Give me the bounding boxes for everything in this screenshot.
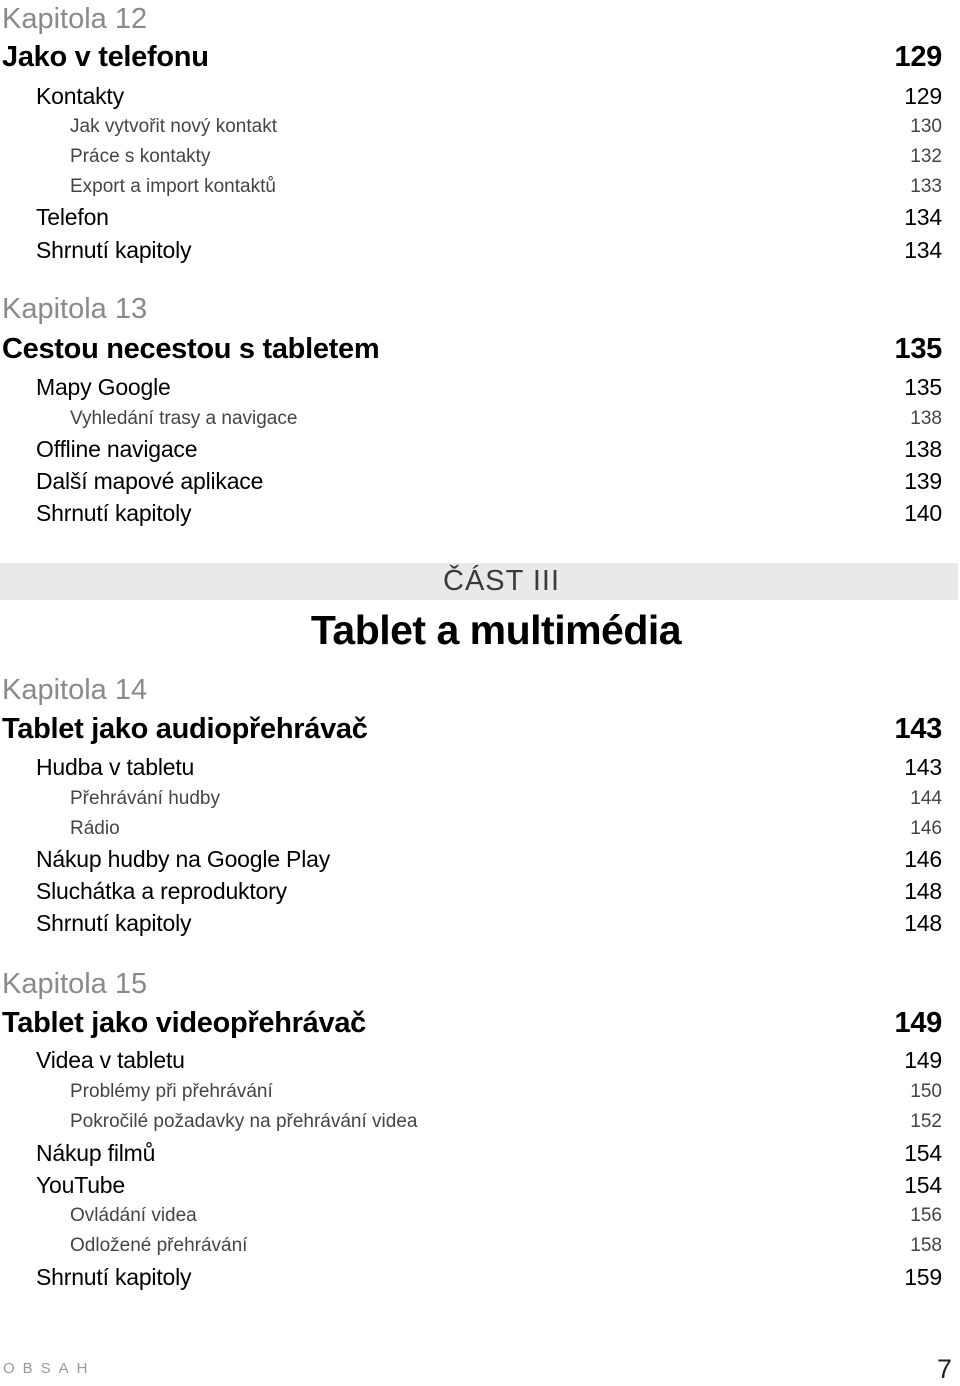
toc-entry[interactable] — [0, 752, 942, 786]
toc-entry[interactable] — [0, 876, 942, 910]
section-title: Shrnutí kapitoly — [36, 910, 192, 936]
section-title: Mapy Google — [36, 374, 171, 400]
chapter-label: Kapitola 14 — [2, 674, 148, 706]
toc-entry[interactable] — [0, 908, 942, 942]
page-number: 150 — [910, 1081, 942, 1102]
page-number: 139 — [904, 468, 942, 494]
subsection-title: Rádio — [70, 818, 120, 839]
section-title: YouTube — [36, 1172, 125, 1198]
subsection-title: Jak vytvořit nový kontakt — [70, 116, 277, 137]
page-number: 134 — [904, 204, 942, 230]
section-title: Sluchátka a reproduktory — [36, 878, 287, 904]
toc-entry[interactable] — [0, 844, 942, 878]
chapter-label: Kapitola 13 — [2, 293, 148, 325]
toc-entry[interactable] — [0, 235, 942, 269]
footer-section-label: OBSAH — [3, 1360, 96, 1377]
chapter-title: Tablet jako audiopřehrávač — [2, 713, 368, 745]
page-number: 132 — [910, 146, 942, 167]
chapter-title: Jako v telefonu — [2, 41, 209, 73]
page-number: 129 — [904, 83, 942, 109]
footer-page-number: 7 — [936, 1354, 952, 1384]
page-number: 148 — [904, 910, 942, 936]
page-number: 129 — [894, 41, 942, 73]
subsection-title: Odložené přehrávání — [70, 1235, 248, 1256]
section-title: Telefon — [36, 204, 109, 230]
subsection-title: Vyhledání trasy a navigace — [70, 408, 298, 429]
chapter-label: Kapitola 12 — [2, 3, 148, 35]
subsection-title: Přehrávání hudby — [70, 788, 220, 809]
toc-entry[interactable] — [0, 1262, 942, 1296]
page-number: 130 — [910, 116, 942, 137]
toc-entry[interactable] — [0, 1170, 942, 1204]
section-title: Kontakty — [36, 83, 124, 109]
chapter-15-title-row[interactable] — [0, 1006, 942, 1040]
toc-entry[interactable] — [0, 498, 942, 532]
page-number: 138 — [904, 436, 942, 462]
page-number: 149 — [904, 1047, 942, 1073]
toc-entry[interactable] — [0, 785, 942, 819]
page-number: 152 — [910, 1111, 942, 1132]
page-number: 135 — [894, 333, 942, 365]
page-number: 133 — [910, 176, 942, 197]
part-label: ČÁST III — [443, 565, 561, 597]
section-title: Videa v tabletu — [36, 1047, 185, 1073]
chapter-14-label-row — [0, 673, 942, 707]
page-number: 144 — [910, 788, 942, 809]
chapter-13-title-row[interactable] — [0, 332, 942, 366]
section-title: Offline navigace — [36, 436, 198, 462]
chapter-12-title-row[interactable] — [0, 40, 942, 74]
section-title: Nákup filmů — [36, 1140, 156, 1166]
chapter-12-label-row — [0, 2, 942, 36]
page-number: 156 — [910, 1205, 942, 1226]
toc-entry[interactable] — [0, 1202, 942, 1236]
page-number: 148 — [904, 878, 942, 904]
subsection-title: Export a import kontaktů — [70, 176, 276, 197]
page-number: 143 — [904, 754, 942, 780]
section-title: Hudba v tabletu — [36, 754, 195, 780]
part-title[interactable]: Tablet a multimédia — [310, 607, 682, 653]
toc-entry[interactable] — [0, 143, 942, 177]
section-title: Shrnutí kapitoly — [36, 237, 192, 263]
chapter-title: Cestou necestou s tabletem — [2, 333, 380, 365]
chapter-title: Tablet jako videopřehrávač — [2, 1007, 366, 1039]
toc-entry[interactable] — [0, 1138, 942, 1172]
toc-entry[interactable] — [0, 466, 942, 500]
page-number: 138 — [910, 408, 942, 429]
page-number: 154 — [904, 1172, 942, 1198]
chapter-14-title-row[interactable] — [0, 712, 942, 746]
page-number: 143 — [894, 713, 942, 745]
page-number: 146 — [904, 846, 942, 872]
page-number: 159 — [904, 1264, 942, 1290]
section-title: Nákup hudby na Google Play — [36, 846, 331, 872]
chapter-label: Kapitola 15 — [2, 968, 148, 1000]
section-title: Shrnutí kapitoly — [36, 500, 192, 526]
toc-entry[interactable] — [0, 202, 942, 236]
toc-entry[interactable] — [0, 1108, 942, 1142]
section-title: Shrnutí kapitoly — [36, 1264, 192, 1290]
subsection-title: Práce s kontakty — [70, 146, 211, 167]
page-number: 135 — [904, 374, 942, 400]
toc-entry[interactable] — [0, 1045, 942, 1079]
page-number: 140 — [904, 500, 942, 526]
toc-entry[interactable] — [0, 113, 942, 147]
toc-entry[interactable] — [0, 372, 942, 406]
toc-entry[interactable] — [0, 1232, 942, 1266]
subsection-title: Problémy při přehrávání — [70, 1081, 273, 1102]
toc-entry[interactable] — [0, 81, 942, 115]
toc-entry[interactable] — [0, 1078, 942, 1112]
page-number: 134 — [904, 237, 942, 263]
page-number: 149 — [894, 1007, 942, 1039]
section-title: Další mapové aplikace — [36, 468, 264, 494]
chapter-15-label-row — [0, 967, 942, 1001]
page-number: 154 — [904, 1140, 942, 1166]
subsection-title: Ovládání videa — [70, 1205, 197, 1226]
toc-entry[interactable] — [0, 434, 942, 468]
subsection-title: Pokročilé požadavky na přehrávání videa — [70, 1111, 418, 1132]
page-number: 146 — [910, 818, 942, 839]
chapter-13-label-row — [0, 292, 942, 326]
page-number: 158 — [910, 1235, 942, 1256]
